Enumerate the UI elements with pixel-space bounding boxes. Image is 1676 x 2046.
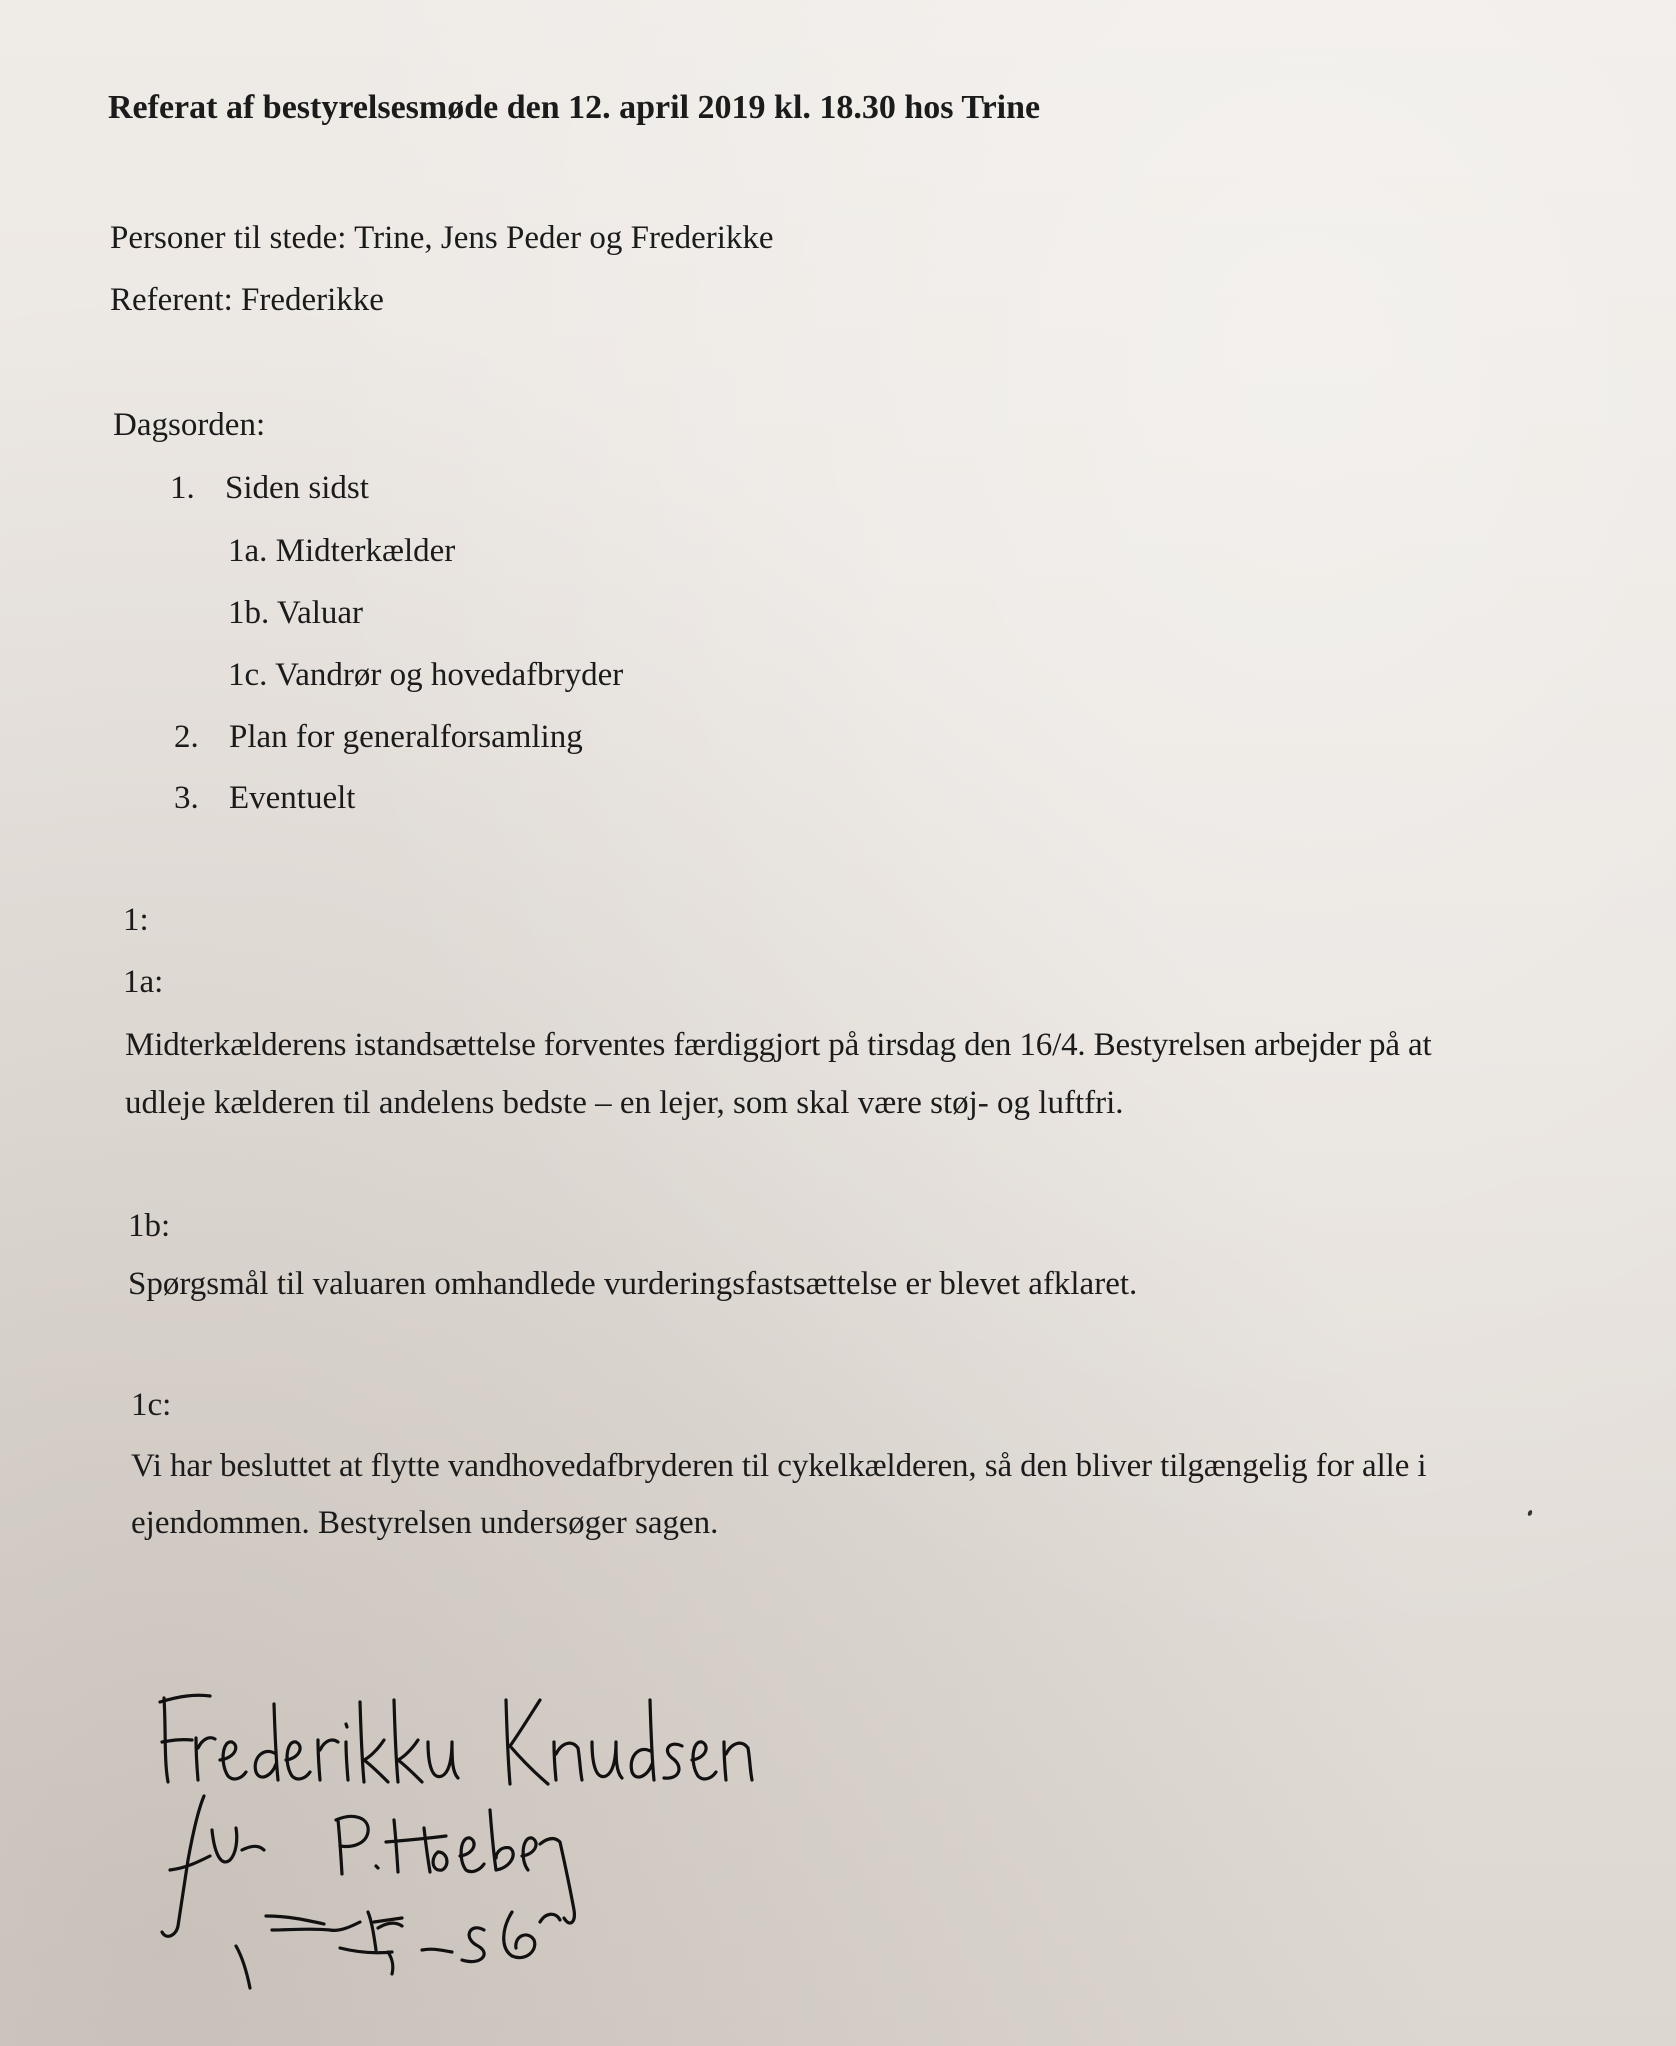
paper-speck [1527, 1509, 1533, 1516]
agenda-item-text: Plan for generalforsamling [229, 719, 583, 755]
section-label: 1c: [131, 1387, 172, 1423]
agenda-item [174, 778, 355, 818]
agenda-item-number: 1c. [228, 657, 268, 693]
agenda-item-text: Eventuelt [229, 780, 356, 816]
signature-block [140, 1660, 760, 1990]
signatures-drawing [140, 1660, 760, 1990]
agenda-item-number: 3. [174, 780, 199, 816]
agenda-item-text: Siden sidst [225, 470, 369, 506]
section-text: Spørgsmål til valuaren omhandlede vurderingsfastsættelse er blevet afklaret. [128, 1266, 1138, 1302]
agenda-item-text: Vandrør og hovedafbryder [275, 657, 624, 693]
section-text: Midterkælderens istandsættelse forventes færdiggjort på tirsdag den 16/4. Bestyrelsen arbejder på at [125, 1027, 1432, 1063]
agenda-item [170, 468, 369, 508]
agenda-item-text: Valuar [276, 595, 364, 631]
agenda-item [174, 717, 583, 757]
signature-frederikke [160, 1695, 752, 1784]
agenda-item-text: Midterkælder [275, 533, 456, 569]
signature-trine [236, 1912, 560, 1988]
document-title: Referat af bestyrelsesmøde den 12. april 2019 kl. 18.30 hos Trine [108, 89, 1041, 126]
agenda-item-number: 1a. [228, 533, 268, 569]
attendees-line: Personer til stede: Trine, Jens Peder og Frederikke [110, 220, 774, 256]
agenda-item-number: 2. [174, 719, 199, 755]
agenda-item-number: 1b. [228, 595, 270, 631]
section-label: 1b: [128, 1208, 171, 1244]
agenda-item [228, 593, 363, 633]
agenda-item [228, 531, 455, 571]
agenda-item-number: 1. [170, 470, 195, 506]
agenda-heading: Dagsorden: [113, 407, 266, 443]
section-text: udleje kælderen til andelens bedste – en lejer, som skal være støj- og luftfri. [125, 1085, 1124, 1121]
section-text: ejendommen. Bestyrelsen undersøger sagen. [131, 1505, 719, 1541]
section-text: Vi har besluttet at flytte vandhovedafbryderen til cykelkælderen, så den bliver tilgængelig for alle i [131, 1448, 1427, 1484]
referent-line: Referent: Frederikke [110, 282, 384, 318]
section-label: 1: [123, 902, 149, 938]
agenda-item [228, 655, 623, 695]
section-label: 1a: [123, 964, 164, 1000]
